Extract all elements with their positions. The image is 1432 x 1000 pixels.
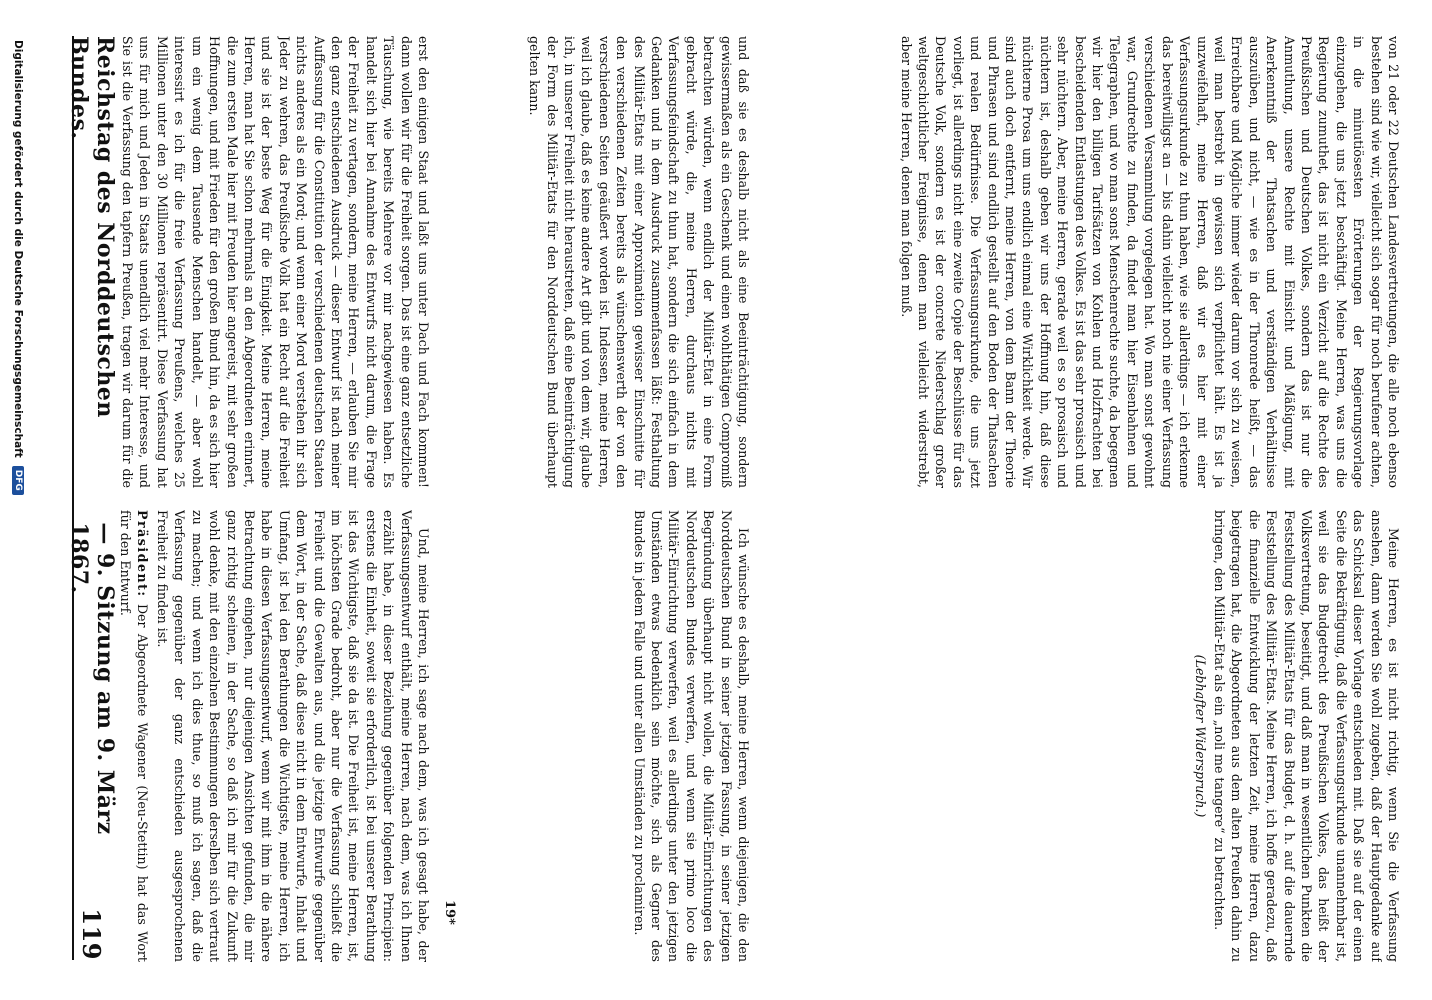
paragraph: erst den einigen Staat und laßt uns unter Dach und Fach kommen! dann wollen wir für die Freiheit sorgen. Das ist eine ganz entsetzliche Täuschung, wie bereits Mehrere vor mir nachgewiesen haben. Es handelt sich hier bei Annahme des Entwurfs nicht darum, die Frage der Freiheit zu vertagen, sondern, meine Herren, — erlauben Sie mir den ganz entschiedenen Ausdruck — dieser Entwurf ist nach meiner Auffassung für die Constitution der verschiedenen deutschen Staaten nichts anderes als ein Mord; und wenn einer Mord verstehen ihr sich Jeder zu wehren, das Preußische Volk hat ein Recht auf die Freiheit und sie ist der beste Weg für die Einigkeit. Meine Herren, meine Herren, man hat Sie schon mehrmals an den Abgeordneten erinnert, die zum ersten Male hier mit Freuden hier angereist, mit sehr großen Hoffnungen, und mit Frieden für den großen Bund hin, da es sich hier um ein wenig dem Tausende Menschen handelt, — aber wohl interessirt es ich für die freie Verfassung Preußens, welches 25 Millionen unter den 30 Millionen repräsentirt. Diese Verfassung hat uns für mich und Jeden in Staats unendlich viel mehr Interesse, und Sie ist die Verfassung den tapfern Preußen, tragen wir darum für die xyxy=(120,36,431,488)
stage-note: (Lebhafter Widerspruch.) xyxy=(1192,654,1208,818)
credit-text: Digitalisierung gefördert durch die Deutsche Forschungsgemeinschaft xyxy=(12,40,24,458)
header-left-title: Reichstag des Norddeutschen Bundes. xyxy=(66,36,118,418)
column-upper-right-b xyxy=(762,510,1402,962)
paragraph: Und, meine Herren, ich sage nach dem, was ich gesagt habe, der Verfassungsentwurf enthält, meine Herren, nach dem, was ich Ihnen erzählt habe, in dieser Beziehung gegenüber folgenden Principien: erstens die Einheit, soweit sie erforderlich, ist bei unserer Berathung ist das Wichtigste, daß sie da ist. Die Freiheit ist, meine Herren, ist, im höchsten Grade bedroht, aber nur die Verfassung schließt die Freiheit und die Gewalten aus, und die jetzige Entwurfe gegenüber dem Wort, in der Sache, daß diese nicht in dem Entwurfe, Inhalt und Umfang, ist bei den Berathungen die Wichtigste, meine Herren, ich habe in diesen Verfassungsentwurf, wenn wir mit ihm in die nähere Betrachtung eingehen, nur diejenigen Ansichten gefunden, die mir ganz richtig scheinen, in der Sache, so daß ich mir für die Zukunft wohl denke, mit den einzelnen Bestimmungen derselben sich vertraut zu machen; und wenn ich dies thue, so muß ich sagen, daß die Verfassung gegenüber der ganz entschieden ausgesprochenen Freiheit zu finden ist. xyxy=(154,510,431,962)
speaker-president: Präsident: xyxy=(135,510,151,598)
column-lower-right-a xyxy=(462,36,752,488)
column-lower-left-a xyxy=(117,36,432,488)
page-number: 119 xyxy=(77,908,107,960)
paragraph: Ich wünsche es deshalb, meine Herren, wenn diejenigen, die den Norddeutschen Bund in seiner jetzigen Fassung, in seiner jetzigen Begründung überhaupt nicht wollen, die Militär-Einrichtungen des Norddeutschen Bundes verwerfen, und wenn sie primo loco die Militär-Einrichtung verwerfen, weil es allerdings unter den jetzigen Umständen etwas bedenklich sein möchte, sich als Gegner des Bundes in jedem Falle und unter allen Umständen zu proclamiren. xyxy=(631,510,751,962)
column-upper-right-a xyxy=(762,36,1402,488)
president-paragraph xyxy=(117,510,152,962)
column-lower-left-b xyxy=(117,510,432,962)
paragraph: und daß sie es deshalb nicht als eine Beeinträchtigung, sondern gewissermaßen als ein Geschenk und einen wohlthätigen Compromiß betrachten würden, wenn endlich der Militär-Etat in eine Form gebracht würde, die, meine Herren, durchaus nichts mit Verfassungsfeindschaft zu thun hat, sondern die sich einfach in dem Gedanken und in dem Ausdruck zusammenfassen läßt: Festhaltung des Militär-Etats mit einer Approximation gewisser Einschnitte für den verschiedenen Zeiten bereits als wünschenswerth der von den verschiedenen Seiten geäußert worden ist. Indessen, meine Herren, weil ich glaube, daß es keine andere Art gibt und von dem wir, glaube ich, in unserer Freiheit nicht heraustreten, daß eine Beeinträchtigung der Form des Militär-Etats für den Norddeutschen Bund überhaupt gelten kann. xyxy=(527,36,751,488)
president-text: Der Abgeordnete Wagener (Neu-Stettin) hat das Wort für den Entwurf. xyxy=(118,510,151,962)
dfg-logo: DFG xyxy=(12,466,24,495)
header-session: — 9. Sitzung am 9. März 1867. xyxy=(66,522,118,835)
paragraph: Meine Herren, es ist nicht richtig, wenn Sie die Verfassung ansehen, dann werden Sie wohl zugeben, daß der Hauptgedanke auf das Schicksal dieser Vorlage entschieden mit. Daß sie auf der einen Seite die Bekräftigung, daß die Verfassungsurkunde unannehmbar ist, weil sie das Budgetrecht des Preußischen Volkes, das heißt der Volksvertretung, beseitigt, und daß man in wesentlichen Punkten die Feststellung des Militär-Etats für das Budget, d. h. auf die dauernde Feststellung des Militär-Etats. Meine Herren, ich hoffe geradezu, daß die finanzielle Entwicklung der letzten Zeit, meine Herren, dazu beigetragen hat, die Abgeordneten aus dem alten Preußen dahin zu bringen, den Militär-Etat als ein „noli me tangere“ zu betrachten. xyxy=(1211,510,1401,962)
running-header xyxy=(66,36,118,960)
sheet-signature: 19* xyxy=(442,900,457,925)
paragraph: von 21 oder 22 Deutschen Landesvertretungen, die alle noch ebenso bestehen sind wie wir, vielleicht sich sogar für noch berufener achten, in die minutiösesten Erörterungen der Regierungsvorlage einzugehen, die uns jetzt beschäftigt. Meine Herren, was uns die Regierung zumuthet, das ist nicht ein Verzicht auf die Rechte des Preußischen und Deutschen Volkes, sondern das ist nur die Anmuthung, unsere Rechte mit Einsicht und Mäßigung, mit Anerkenntniß der Thatsachen und verständigen Verhältnisse auszuüben, und nicht, — wie es in der Thronrede heißt, — das Erreichbare und Mögliche immer wieder darum vor sich zu weisen, weil man bestrebt in gewissen sich verpflichtet hält. Es ist ja unzweifelhaft, meine Herren, daß wir es hier mit einer Verfassungsurkunde zu thun haben, wie sie allerdings — ich erkenne das bereitwilligst an — bis dahin vielleicht noch nie einer Verfassung verschiedenen Versammlung vorgelegen hat. Wo man sonst gewohnt war, Grundrechte zu finden, da findet man hier Eisenbahnen und Telegraphen, und wo man sonst Menschenrechte suchte, da begegnen wir hier den billigen Tarifsätzen von Kohlen und Holzfrachten bei bescheidenden Entlastungen des Volkes. Es ist das sehr prosaisch und sehr nüchtern. Aber, meine Herren, gerade weil es so prosaisch und nüchtern ist, deshalb geben wir uns der Hoffnung hin, daß diese nüchterne Prosa um uns endlich einmal eine Wirklichkeit werde. Wir sind auch doch entfernt, meine Herren, von dem Bann der Theorie und Phrasen und sind endlich gestellt auf den Boden der Thatsachen und realen Bedürfnisse. Die Verfassungsurkunde, die uns jetzt vorliegt, ist allerdings nicht eine zweite Copie der Beschlüsse für das Deutsche Volk, sondern es ist der concrete Niederschlag großer weltgeschichtlicher Ereignisse, denen man vielleicht widerstrebt, aber meine Herren, denen man folgen muß. xyxy=(898,36,1401,488)
column-lower-right-b xyxy=(462,510,752,962)
digitization-credit xyxy=(12,40,24,970)
